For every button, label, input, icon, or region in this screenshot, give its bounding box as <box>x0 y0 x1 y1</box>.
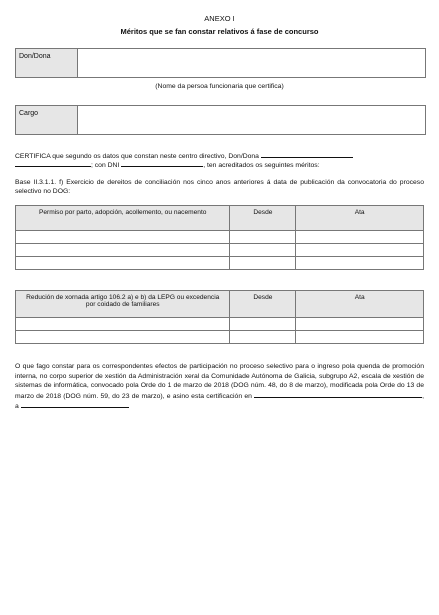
table-cell[interactable] <box>230 318 296 331</box>
certify-name-blank-cont[interactable] <box>15 160 91 167</box>
table-cell[interactable] <box>230 257 296 270</box>
table-row <box>16 257 424 270</box>
table-cell[interactable] <box>16 331 230 344</box>
conciliation-table <box>15 205 424 270</box>
position-field-label: Cargo <box>16 106 78 134</box>
closing-text: O que fago constar para os correspondentes efectos de participación no proceso selectivo para o ingreso pola quenda de promoción interna, no corpo superior de xestión da Administración xeral da Comunidade Autónoma de Galicia, subgrupo A2, escala de xestión de sistemas de informática, convocado pola Orde do 1 de marzo de 2018 (DOG núm. 48, do 8 de marzo), modificada pola Orde do 13 de marzo de 2018 (DOG núm. 59, do 23 de marzo), e asino esta certificación en <box>15 363 424 400</box>
table-header-cell: Ata <box>296 291 424 318</box>
table-cell[interactable] <box>296 331 424 344</box>
table-row <box>16 331 424 344</box>
certify-dni-text: ; con DNI <box>91 162 120 169</box>
table-cell[interactable] <box>230 331 296 344</box>
dni-blank[interactable] <box>121 160 203 167</box>
table-row <box>16 244 424 257</box>
table-cell[interactable] <box>296 318 424 331</box>
certify-merits-text: , ten acreditados os seguintes méritos: <box>203 162 320 169</box>
table-header-row <box>16 291 424 318</box>
date-blank[interactable] <box>21 401 129 408</box>
table-cell[interactable] <box>296 231 424 244</box>
table-header-row <box>16 206 424 231</box>
table-cell[interactable] <box>16 318 230 331</box>
table-header-cell: Permiso por parto, adopción, acollemento, ou nacemento <box>16 206 230 231</box>
table-row <box>16 231 424 244</box>
table-header-cell: Redución de xornada artigo 106.2 a) e b) da LEPG ou excedencia por coidado de familiares <box>16 291 230 318</box>
table-cell[interactable] <box>230 244 296 257</box>
person-caption: (Nome da persoa funcionaria que certifica) <box>155 83 284 90</box>
base-text: Base II.3.1.1. f) Exercicio de dereitos de conciliación nos cinco anos anteriores á data de publicación da convocatoria do proceso selectivo no DOG: <box>15 179 424 195</box>
table-cell[interactable] <box>16 244 230 257</box>
certify-name-blank[interactable] <box>261 151 353 158</box>
position-input[interactable] <box>78 106 425 134</box>
person-input[interactable] <box>78 49 425 77</box>
table-header-cell: Desde <box>230 291 296 318</box>
certify-line-1-text: CERTIFICA que segundo os datos que constan neste centro directivo, Don/Dona <box>15 153 259 160</box>
table-header-cell: Ata <box>296 206 424 231</box>
table-header-cell: Desde <box>230 206 296 231</box>
annex-label: ANEXO I <box>204 14 235 23</box>
table-cell[interactable] <box>296 257 424 270</box>
table-cell[interactable] <box>230 231 296 244</box>
place-blank[interactable] <box>254 391 422 398</box>
reduction-table <box>15 290 424 344</box>
closing-paragraph <box>15 362 424 412</box>
position-field[interactable] <box>15 105 426 135</box>
closing-connector: , a <box>15 392 424 410</box>
form-title: Méritos que se fan constar relativos á fase de concurso <box>120 27 319 36</box>
person-field-label: Don/Dona <box>16 49 78 77</box>
table-cell[interactable] <box>16 257 230 270</box>
table-cell[interactable] <box>296 244 424 257</box>
certify-line-2 <box>15 160 424 170</box>
table-cell[interactable] <box>16 231 230 244</box>
table-row <box>16 318 424 331</box>
person-field[interactable] <box>15 48 426 78</box>
